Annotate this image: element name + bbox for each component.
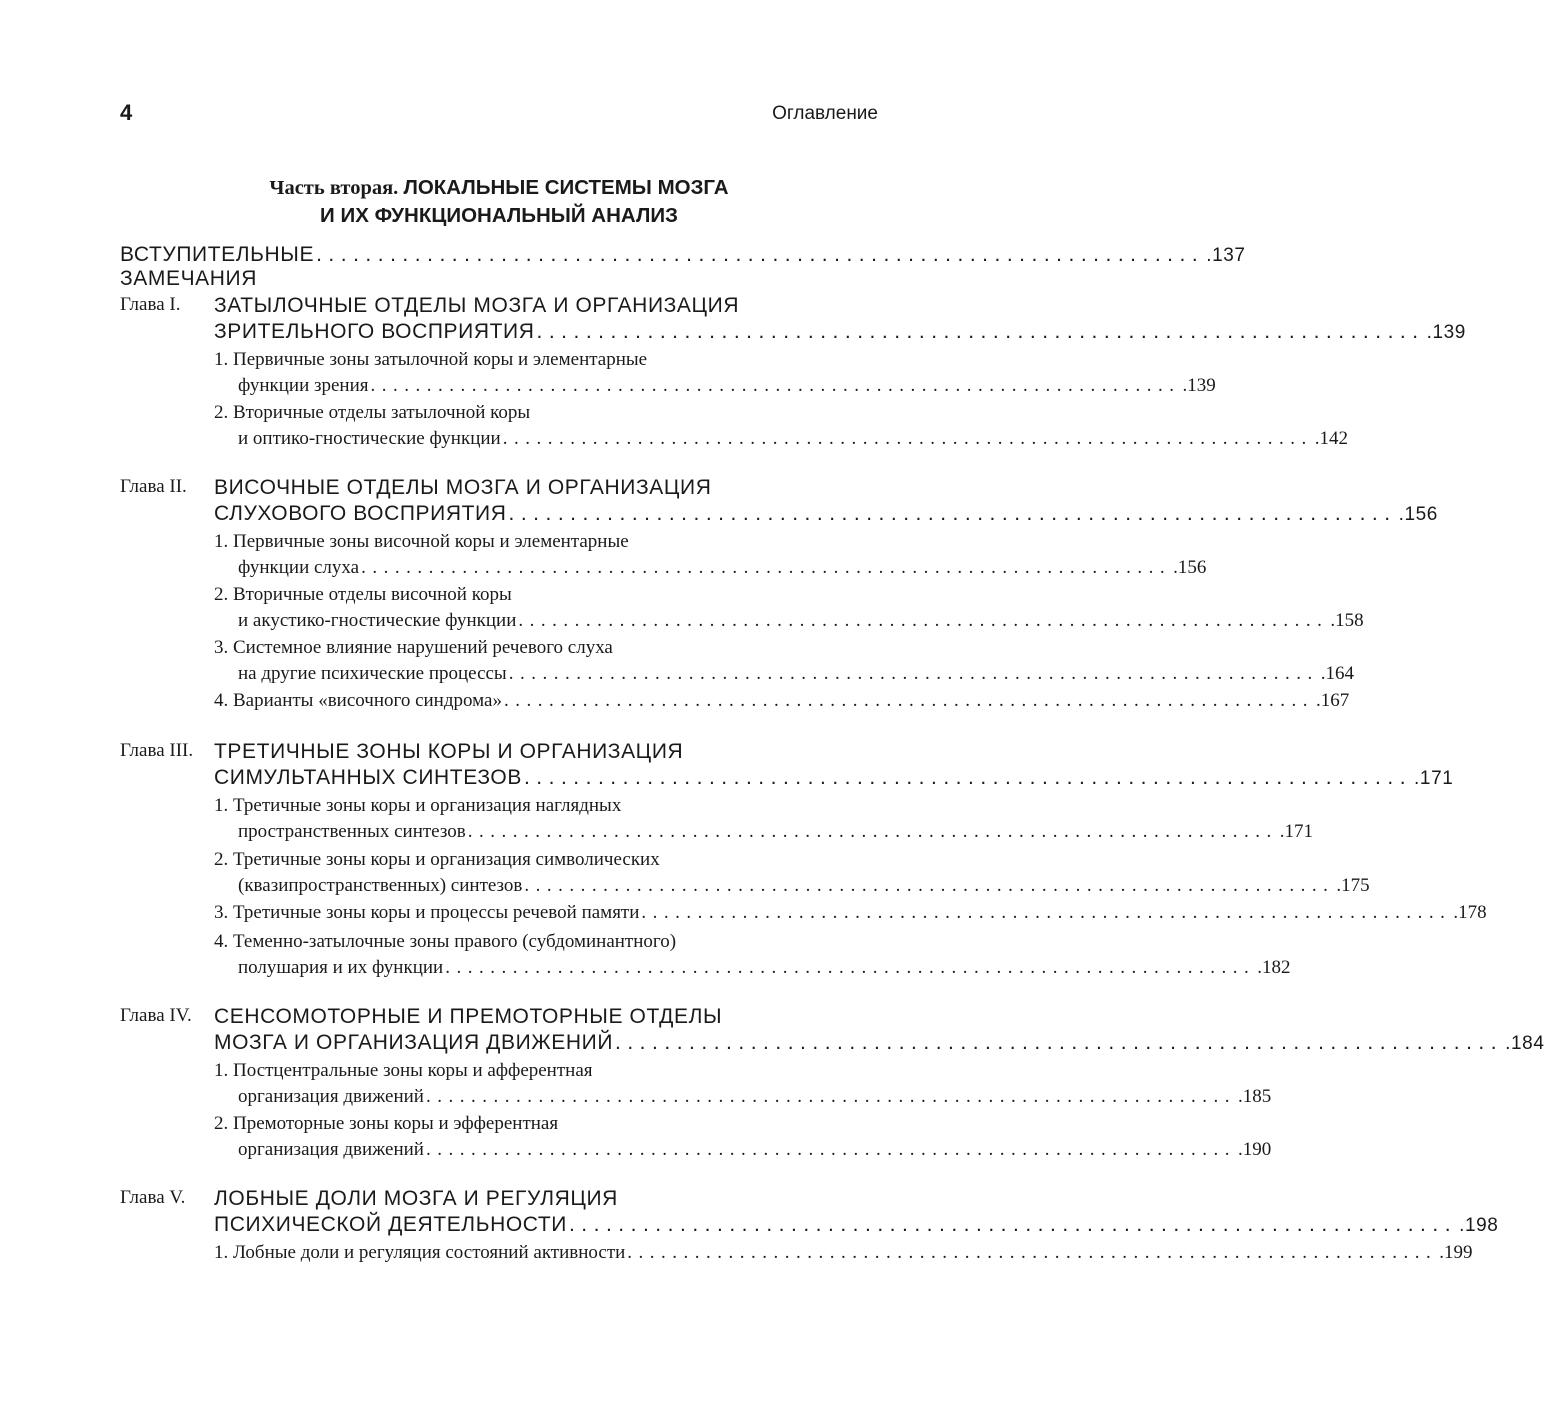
- toc-intro-page: .137: [1206, 245, 1246, 266]
- dot-leader: ........................................................................: [425, 1086, 1236, 1107]
- section-page: .158: [1330, 610, 1364, 631]
- section-page: .167: [1315, 690, 1350, 711]
- section-page: .199: [1439, 1242, 1473, 1263]
- section-title-line: 3. Третичные зоны коры и процессы речевой памяти: [214, 902, 640, 923]
- chapter-title-line: МОЗГА И ОРГАНИЗАЦИЯ ДВИЖЕНИЙ: [214, 1031, 614, 1054]
- section-title-line: 2. Третичные зоны коры и организация символических: [214, 849, 660, 870]
- chapter-page: .198: [1459, 1215, 1499, 1236]
- dot-leader: ........................................................................: [425, 1139, 1236, 1160]
- chapter-title-line: ТРЕТИЧНЫЕ ЗОНЫ КОРЫ И ОРГАНИЗАЦИЯ: [214, 740, 684, 763]
- chapter-title-line: СЕНСОМОТОРНЫЕ И ПРЕМОТОРНЫЕ ОТДЕЛЫ: [214, 1005, 723, 1028]
- section-title-line: организация движений: [238, 1086, 424, 1107]
- chapter-page: .156: [1398, 504, 1438, 525]
- dot-leader: ........................................................................: [467, 821, 1278, 842]
- part-title-line1: ЛОКАЛЬНЫЕ СИСТЕМЫ МОЗГА: [403, 176, 729, 199]
- chapter-label: Глава V.: [120, 1187, 186, 1208]
- dot-leader: ........................................................................: [316, 243, 1205, 266]
- section-title-line: 1. Первичные зоны затылочной коры и элементарные: [214, 349, 648, 370]
- section-page: .178: [1453, 902, 1487, 923]
- toc-intro-title: ВСТУПИТЕЛЬНЫЕ ЗАМЕЧАНИЯ: [120, 243, 315, 290]
- section-title-line: на другие психические процессы: [238, 663, 507, 684]
- section-title-line: 1. Лобные доли и регуляция состояний активности: [214, 1242, 626, 1263]
- chapter-title-line: СИМУЛЬТАННЫХ СИНТЕЗОВ: [214, 766, 522, 789]
- dot-leader: ........................................................................: [502, 428, 1313, 449]
- section-title-line: 1. Третичные зоны коры и организация наглядных: [214, 795, 622, 816]
- chapter-page: .171: [1414, 768, 1454, 789]
- dot-leader: ........................................................................: [568, 1213, 1458, 1236]
- section-page: .171: [1279, 821, 1313, 842]
- dot-leader: ........................................................................: [536, 320, 1425, 343]
- section-page: .139: [1182, 375, 1216, 396]
- page-number: 4: [120, 100, 133, 125]
- section-page: .156: [1173, 557, 1207, 578]
- section-title-line: полушария и их функции: [238, 957, 444, 978]
- dot-leader: ........................................................................: [508, 502, 1397, 525]
- chapter-label: Глава I.: [120, 294, 181, 315]
- running-head: Оглавление: [772, 103, 878, 124]
- section-page: .175: [1336, 875, 1370, 896]
- chapter-label: Глава III.: [120, 740, 194, 761]
- dot-leader: ........................................................................: [615, 1031, 1504, 1054]
- section-title-line: 2. Вторичные отделы височной коры: [214, 584, 512, 605]
- dot-leader: ........................................................................: [641, 902, 1452, 923]
- part-title-prefix: Часть вторая.: [269, 177, 399, 199]
- dot-leader: ........................................................................: [370, 375, 1181, 396]
- toc-intro[interactable]: [120, 243, 1246, 291]
- dot-leader: ........................................................................: [627, 1242, 1438, 1263]
- section-page: .185: [1237, 1086, 1272, 1107]
- section-title-line: 1. Первичные зоны височной коры и элементарные: [214, 531, 629, 552]
- chapter-page: .184: [1505, 1033, 1545, 1054]
- section-title-line: (квазипространственных) синтезов: [238, 875, 523, 896]
- part-title: [120, 174, 878, 229]
- section-title-line: 2. Вторичные отделы затылочной коры: [214, 402, 531, 423]
- dot-leader: ........................................................................: [503, 690, 1314, 711]
- chapter-title-line: СЛУХОВОГО ВОСПРИЯТИЯ: [214, 502, 507, 525]
- section-title-line: функции слуха: [238, 557, 360, 578]
- section-title-line: пространственных синтезов: [238, 821, 466, 842]
- dot-leader: ........................................................................: [518, 610, 1329, 631]
- section-title-line: 3. Системное влияние нарушений речевого слуха: [214, 637, 613, 658]
- section-title-line: 1. Постцентральные зоны коры и афферентная: [214, 1060, 593, 1081]
- section-title-line: и акустико-гностические функции: [238, 610, 517, 631]
- section-page: .182: [1257, 957, 1291, 978]
- dot-leader: ........................................................................: [445, 957, 1256, 978]
- chapter-label: Глава IV.: [120, 1005, 192, 1026]
- section-title-line: функции зрения: [238, 375, 369, 396]
- chapter-title-line: ПСИХИЧЕСКОЙ ДЕЯТЕЛЬНОСТИ: [214, 1213, 567, 1236]
- dot-leader: ........................................................................: [508, 663, 1319, 684]
- chapter-page: .139: [1426, 322, 1466, 343]
- section-title-line: 2. Премоторные зоны коры и эфферентная: [214, 1113, 559, 1134]
- chapter-label: Глава II.: [120, 476, 187, 497]
- chapter-title-line: ВИСОЧНЫЕ ОТДЕЛЫ МОЗГА И ОРГАНИЗАЦИЯ: [214, 476, 712, 499]
- section-title-line: 4. Варианты «височного синдрома»: [214, 690, 502, 711]
- section-page: .142: [1314, 428, 1348, 449]
- dot-leader: ........................................................................: [524, 875, 1335, 896]
- chapter-title-line: ЗРИТЕЛЬНОГО ВОСПРИЯТИЯ: [214, 320, 535, 343]
- chapter-title-line: ЛОБНЫЕ ДОЛИ МОЗГА И РЕГУЛЯЦИЯ: [214, 1187, 618, 1210]
- section-title-line: 4. Теменно-затылочные зоны правого (субдоминантного): [214, 931, 677, 952]
- chapter-title-line: ЗАТЫЛОЧНЫЕ ОТДЕЛЫ МОЗГА И ОРГАНИЗАЦИЯ: [214, 294, 740, 317]
- part-title-line2: И ИХ ФУНКЦИОНАЛЬНЫЙ АНАЛИЗ: [320, 204, 678, 227]
- dot-leader: ........................................................................: [523, 766, 1413, 789]
- section-title-line: и оптико-гностические функции: [238, 428, 501, 449]
- section-page: .190: [1237, 1139, 1272, 1160]
- section-page: .164: [1320, 663, 1354, 684]
- dot-leader: ........................................................................: [361, 557, 1172, 578]
- section-title-line: организация движений: [238, 1139, 424, 1160]
